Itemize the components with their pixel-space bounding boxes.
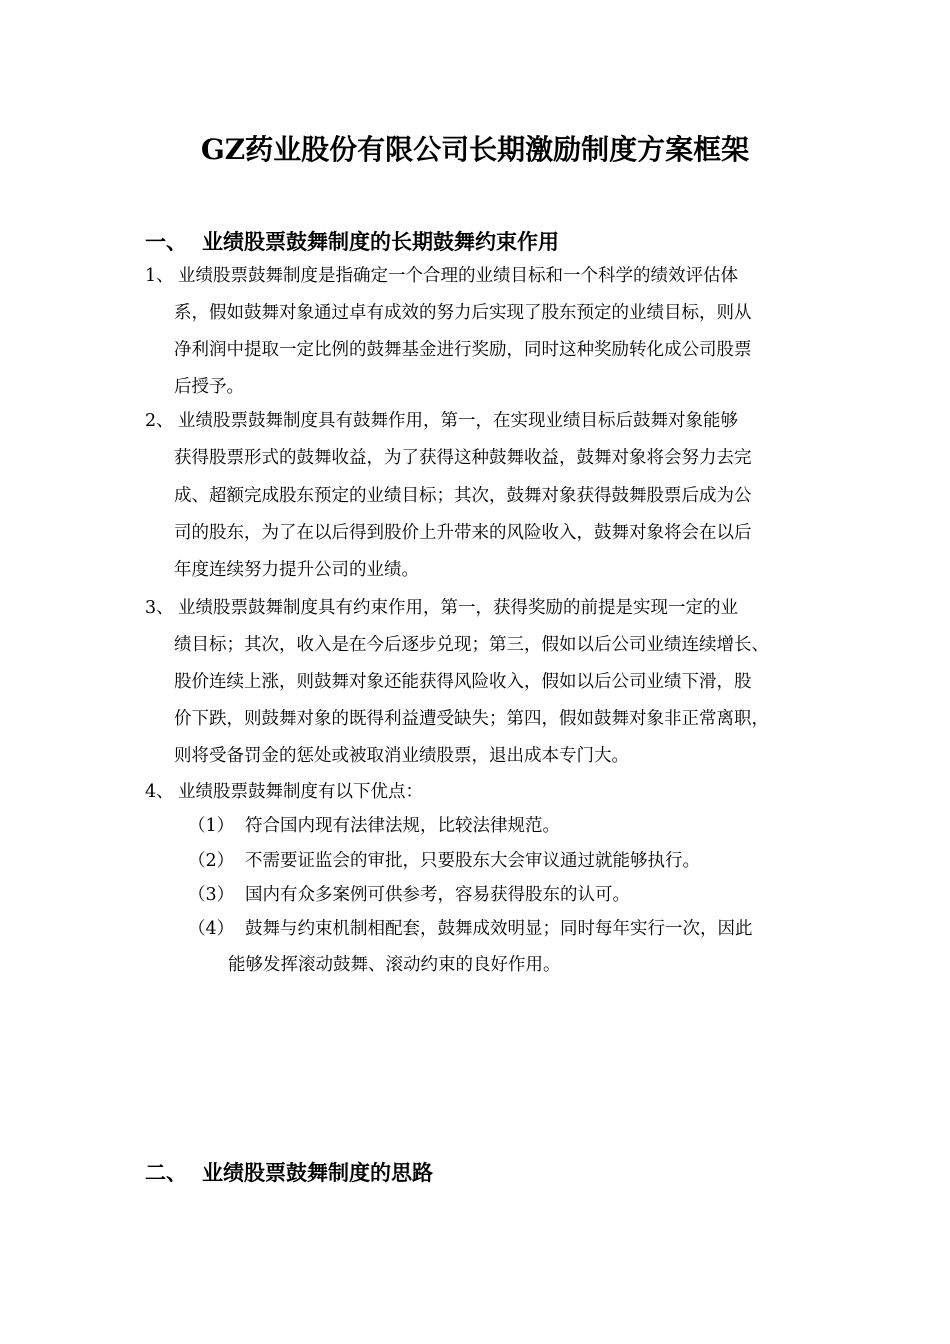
list-item-line: 业绩股票鼓舞制度具有鼓舞作用，第一，在实现业绩目标后鼓舞对象能够 <box>178 411 738 431</box>
section-1-heading <box>145 226 559 256</box>
sub-item-line: 国内有众多案例可供参考，容易获得股东的认可。 <box>245 885 630 905</box>
list-item-line: 年度连续努力提升公司的业绩。 <box>174 560 419 580</box>
section-2-heading <box>145 1157 433 1187</box>
section-2-title: 业绩股票鼓舞制度的思路 <box>202 1160 433 1185</box>
list-item-line: 系，假如鼓舞对象通过卓有成效的努力后实现了股东预定的业绩目标，则从 <box>174 303 752 323</box>
list-item-line: 股价连续上涨，则鼓舞对象还能获得风险收入，假如以后公司业绩下滑，股 <box>174 672 752 692</box>
sub-item-number: （1） <box>188 816 235 836</box>
sub-item-line: 符合国内现有法律法规，比较法律规范。 <box>245 816 560 836</box>
sub-item-line: 鼓舞与约束机制相配套，鼓舞成效明显；同时每年实行一次，因此 <box>245 919 753 939</box>
list-item-line: 业绩股票鼓舞制度具有约束作用，第一，获得奖励的前提是实现一定的业 <box>178 598 738 618</box>
section-1-number: 一、 <box>145 229 187 254</box>
list-item-line: 则将受备罚金的惩处或被取消业绩股票，退出成本专门大。 <box>174 746 629 766</box>
sub-item-line: 能够发挥滚动鼓舞、滚动约束的良好作用。 <box>228 955 561 975</box>
sub-item-number: （2） <box>188 851 235 871</box>
list-item-line: 绩目标；其次，收入是在今后逐步兑现；第三，假如以后公司业绩连续增长、 <box>174 635 769 655</box>
list-item-line: 净利润中提取一定比例的鼓舞基金进行奖励，同时这种奖励转化成公司股票 <box>174 340 752 360</box>
sub-item-line: 不需要证监会的审批，只要股东大会审议通过就能够执行。 <box>245 851 700 871</box>
document-title: GZ药业股份有限公司长期激励制度方案框架 <box>200 133 750 166</box>
list-item-number: 3、 <box>145 598 174 618</box>
section-1-title: 业绩股票鼓舞制度的长期鼓舞约束作用 <box>202 229 559 254</box>
list-item-line: 业绩股票鼓舞制度有以下优点： <box>178 782 423 802</box>
list-item-line: 业绩股票鼓舞制度是指确定一个合理的业绩目标和一个科学的绩效评估体 <box>178 266 738 286</box>
list-item-line: 获得股票形式的鼓舞收益，为了获得这种鼓舞收益，鼓舞对象将会努力去完 <box>174 448 752 468</box>
list-item-line: 后授予。 <box>174 377 244 397</box>
list-item-line: 司的股东，为了在以后得到股价上升带来的风险收入，鼓舞对象将会在以后 <box>174 523 752 543</box>
list-item-line: 价下跌，则鼓舞对象的既得利益遭受缺失；第四，假如鼓舞对象非正常离职， <box>174 709 769 729</box>
list-item-number: 4、 <box>145 782 174 802</box>
sub-item-number: （3） <box>188 885 235 905</box>
list-item-line: 成、超额完成股东预定的业绩目标；其次，鼓舞对象获得鼓舞股票后成为公 <box>174 486 752 506</box>
list-item-number: 1、 <box>145 266 174 286</box>
sub-item-number: （4） <box>188 919 235 939</box>
section-2-number: 二、 <box>145 1160 187 1185</box>
list-item-number: 2、 <box>145 411 174 431</box>
